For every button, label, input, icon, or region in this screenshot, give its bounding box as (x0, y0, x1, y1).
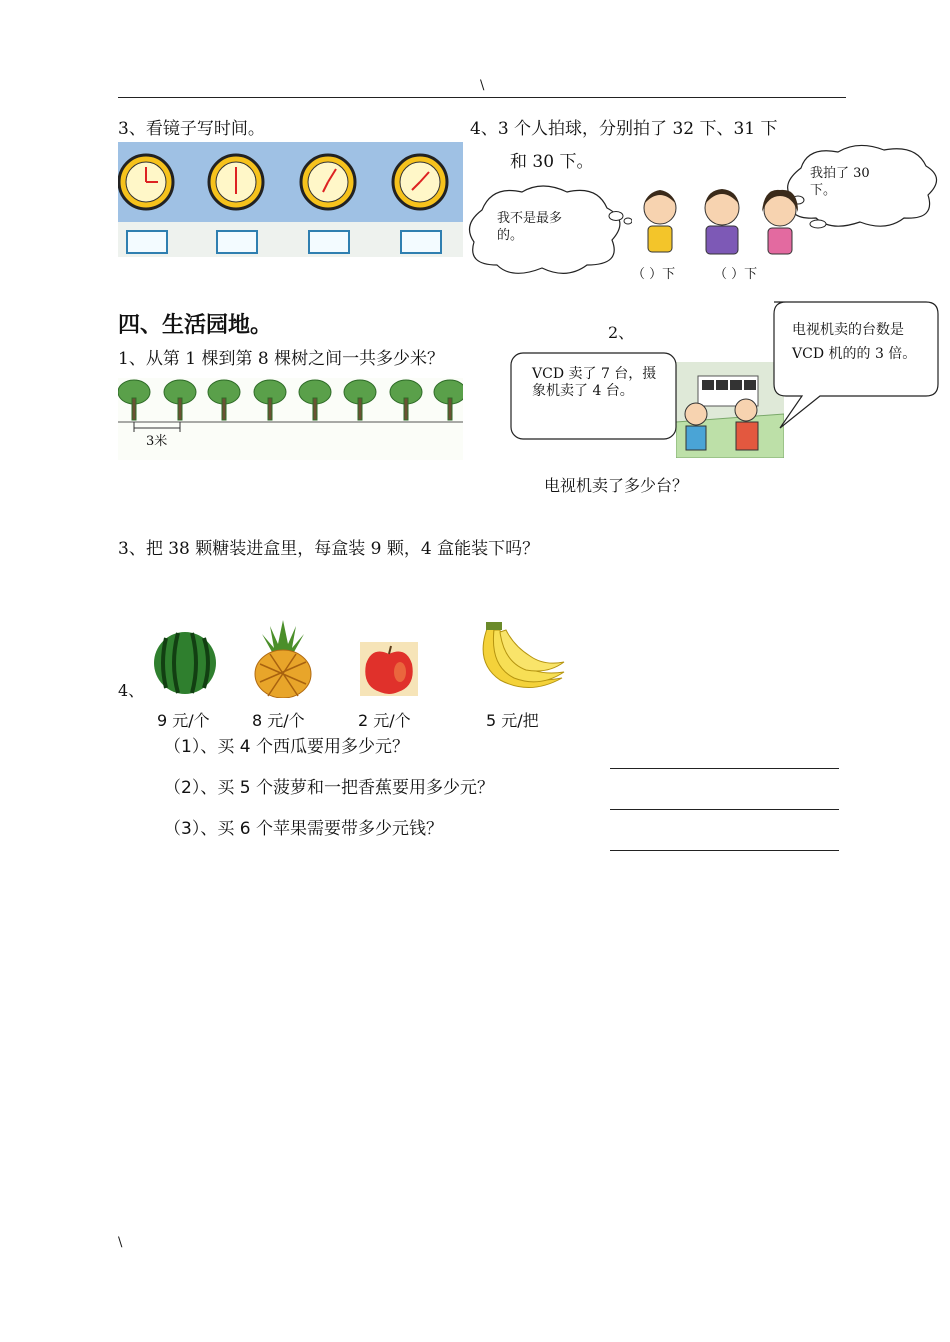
vcd-bubble-text: VCD 卖了 7 台，摄象机卖了 4 台。 (532, 366, 657, 399)
girl-icon (644, 190, 676, 252)
blank-1[interactable]: （ ）下 (632, 267, 676, 282)
bubble-right-text: 我拍了 30 下。 (810, 166, 870, 198)
section-title: 四、生活园地。 (118, 312, 273, 338)
girl-icon (735, 399, 758, 450)
mirror-clocks-image (118, 142, 463, 257)
time-answer-box[interactable] (308, 230, 350, 254)
s4-q2-question: 电视机卖了多少台？ (544, 476, 689, 495)
trees-image (118, 378, 463, 460)
time-answer-box[interactable] (126, 230, 168, 254)
banana-icon (470, 622, 566, 694)
q4-line1: 4、3 个人拍球，分别拍了 32 下、31 下 (470, 119, 778, 139)
boy-icon (705, 189, 739, 254)
tree-icon (208, 380, 240, 420)
clock-icon (209, 155, 263, 209)
price-banana: 5 元/把 (486, 711, 539, 730)
price-pineapple: 8 元/个 (252, 711, 305, 730)
girl-icon (762, 190, 798, 254)
clock-icon (393, 155, 447, 209)
q3-title: 3、看镜子写时间。 (118, 119, 265, 139)
apple-icon (360, 642, 418, 696)
q4-line2: 和 30 下。 (510, 152, 594, 172)
tree-icon (118, 380, 150, 420)
answer-line-3[interactable] (610, 850, 839, 851)
clocks-svg (118, 142, 463, 222)
watermelon-icon (152, 630, 218, 696)
tree-icon (390, 380, 422, 420)
bubble-left-text: 我不是最多的。 (497, 211, 563, 243)
tv-bubble-text: 电视机卖的台数是 VCD 机的的 3 倍。 (792, 322, 917, 362)
s4-q1: 1、从第 1 棵到第 8 棵树之间一共多少米？ (118, 349, 445, 369)
tree-icon (254, 380, 286, 420)
price-apple: 2 元/个 (358, 711, 411, 730)
header-rule (118, 97, 846, 98)
sub-question-3: （3）、买 6 个苹果需要带多少元钱？ (164, 819, 443, 839)
answer-line-2[interactable] (610, 809, 839, 810)
pineapple-icon (250, 620, 316, 698)
price-watermelon: 9 元/个 (157, 711, 210, 730)
tree-icon (299, 380, 331, 420)
trees-svg (118, 378, 463, 460)
girl-icon (685, 403, 707, 450)
s4-q3: 3、把 38 颗糖装进盒里，每盒装 9 颗，4 盒能装下吗？ (118, 539, 540, 559)
clock-icon (119, 155, 173, 209)
time-answer-box[interactable] (400, 230, 442, 254)
three-kids-illustration (632, 182, 802, 258)
tree-icon (434, 380, 463, 420)
sub-question-2: （2）、买 5 个菠萝和一把香蕉要用多少元？ (164, 778, 494, 798)
tree-icon (344, 380, 376, 420)
footer-mark: \ (118, 1235, 123, 1250)
tree-icon (164, 380, 196, 420)
blank-2[interactable]: （ ）下 (714, 267, 758, 282)
s4-q2-num: 2、 (608, 323, 635, 342)
s4-q4-num: 4、 (118, 681, 145, 700)
sub-question-1: （1）、买 4 个西瓜要用多少元？ (164, 737, 409, 757)
gap-label: 3米 (146, 434, 168, 449)
time-answer-box[interactable] (216, 230, 258, 254)
answer-line-1[interactable] (610, 768, 839, 769)
clock-icon (301, 155, 355, 209)
header-mark: \ (480, 78, 485, 93)
